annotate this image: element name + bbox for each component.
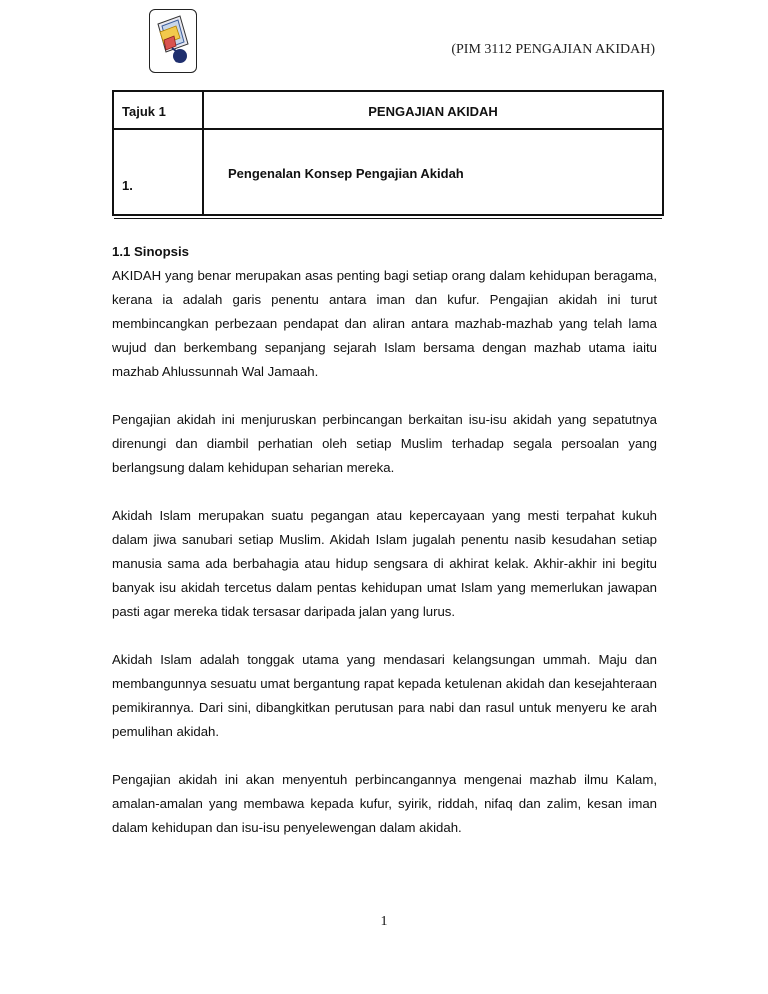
topic-title: PENGAJIAN AKIDAH <box>368 104 498 119</box>
page-number: 1 <box>380 914 388 929</box>
course-code-header: (PIM 3112 PENGAJIAN AKIDAH) <box>451 42 655 57</box>
institution-logo <box>149 9 197 73</box>
topic-label: Tajuk 1 <box>122 104 166 119</box>
topic-table <box>112 90 664 216</box>
paragraph: Akidah Islam merupakan suatu pegangan atau kepercayaan yang mesti terpahat kukuh dalam jiwa sanubari setiap Muslim. Akidah Islam jugalah penentu nasib kesudahan setiap manusia sama ada berbahagia atau hidup sengsara di akhirat kelak. Akhir-akhir ini begitu banyak isu akidah tercetus dalam pentas kehidupan umat Islam yang memerlukan jawapan pasti agar mereka tidak tersasar daripada jalan yang lurus. <box>112 508 657 619</box>
paragraph: Pengajian akidah ini menjuruskan perbincangan berkaitan isu-isu akidah yang sepatutnya direnungi dan diambil perhatian oleh setiap Muslim terhadap segala persoalan yang berlangsung dalam kehidupan seharian mereka. <box>112 412 657 475</box>
logo-emblem-icon <box>150 10 196 72</box>
paragraph: Pengajian akidah ini akan menyentuh perbincangannya mengenai mazhab ilmu Kalam, amalan-amalan yang membawa kepada kufur, syirik, riddah, nifaq dan zalim, kesan iman dalam kehidupan dan isu-isu penyelewengan dalam akidah. <box>112 772 657 835</box>
topic-subtitle: Pengenalan Konsep Pengajian Akidah <box>228 166 464 181</box>
paragraph: AKIDAH yang benar merupakan asas penting bagi setiap orang dalam kehidupan beragama, kerana ia adalah garis penentu antara iman dan kufur. Pengajian akidah ini turut membincangkan perbezaan pendapat dan aliran antara mazhab-mazhab yang telah lama wujud dan berkembang sepanjang sejarah Islam bersama dengan mazhab utama iaitu mazhab Ahlussunnah Wal Jamaah. <box>112 268 657 379</box>
document-body <box>112 240 657 864</box>
paragraph: Akidah Islam adalah tonggak utama yang mendasari kelangsungan ummah. Maju dan membangunnya sesuatu umat bergantung rapat kepada ketulenan akidah dan kesejahteraan pemikirannya. Dari sini, dibangkitkan perutusan para nabi dan rasul untuk menyeru ke arah pemulihan akidah. <box>112 652 657 739</box>
topic-number: 1. <box>122 178 133 193</box>
section-heading: 1.1 Sinopsis <box>112 244 189 259</box>
